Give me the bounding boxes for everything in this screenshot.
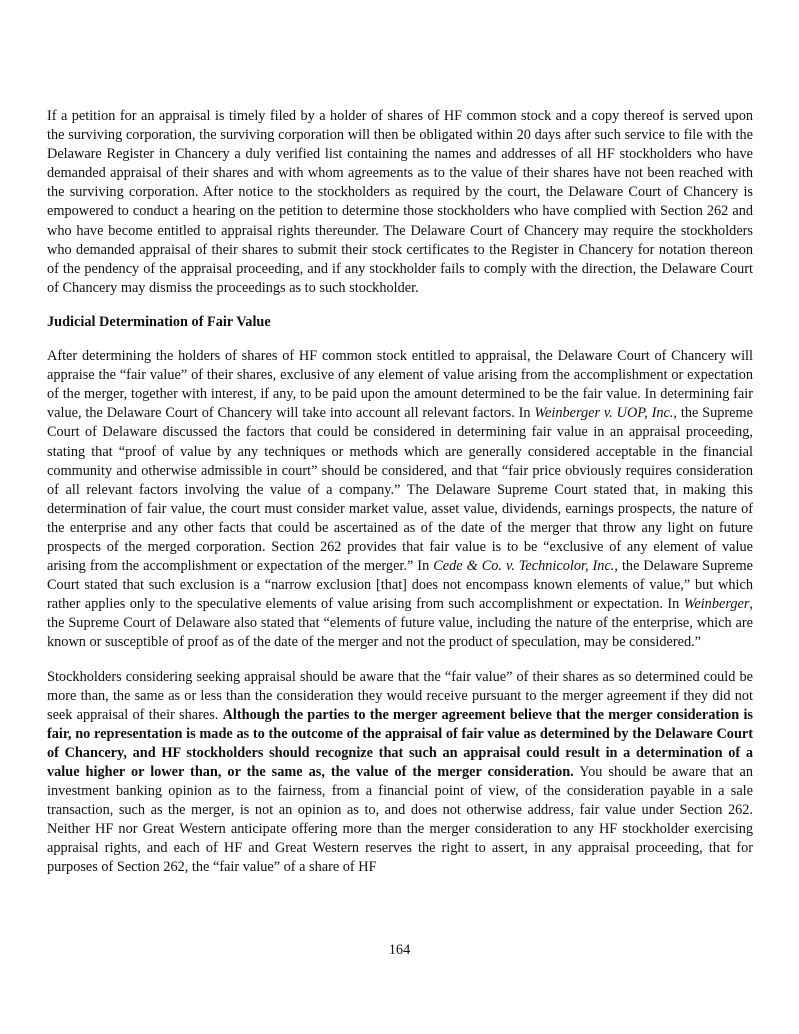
page-number: 164 [388, 942, 411, 958]
text-run: Stockholders considering seeking appraisal should be aware that the “fair value” of their shares as so determined could be more than, the same as or less than the consideration they would receive pursuant to the merger agreement if they did not seek appraisal of their shares. [47, 668, 753, 723]
document-body [47, 107, 753, 878]
paragraph-appraisal-risk [47, 668, 753, 878]
case-citation: Cede & Co. v. Technicolor, Inc. [433, 558, 615, 575]
paragraph-gap [47, 332, 753, 347]
text-run: , the Delaware Supreme Court stated that such exclusion is a “narrow exclusion [that] does not encompass known elements of value,” but which rather applies only to the speculative elements of value arising from such accomplishment or expectation. In [47, 558, 753, 613]
paragraph-gap [47, 653, 753, 668]
case-citation: Weinberger [683, 596, 750, 613]
paragraph-gap [47, 298, 753, 313]
section-heading: Judicial Determination of Fair Value [47, 313, 271, 330]
paragraph-petition-appraisal: If a petition for an appraisal is timely filed by a holder of shares of HF common stock and a copy thereof is served upon the surviving corporation, the surviving corporation will then be obligated within 20 days after such service to file with the Delaware Register in Chancery a duly verified list containing the names and addresses of all HF stockholders who have demanded appraisal of their shares and with whom agreements as to the value of their shares have not been reached with the surviving corporation. After notice to the stockholders as required by the court, the Delaware Court of Chancery is empowered to conduct a hearing on the petition to determine those stockholders who have complied with Section 262 and who have become entitled to appraisal rights thereunder. The Delaware Court of Chancery may require the stockholders who demanded appraisal of their shares to submit their stock certificates to the Register in Chancery for notation thereon of the pendency of the appraisal proceeding, and if any stockholder fails to comply with the direction, the Delaware Court of Chancery may dismiss the proceedings as to such stockholder. [47, 108, 753, 296]
text-run: After determining the holders of shares of HF common stock entitled to appraisal, the Delaware Court of Chancery will appraise the “fair value” of their shares, exclusive of any element of value arising from the accomplishment or expectation of the merger, together with interest, if any, to be paid upon the amount determined to be the fair value. In determining fair value, the Delaware Court of Chancery will take into account all relevant factors. In [47, 348, 753, 422]
text-run: , the Supreme Court of Delaware also stated that “elements of future value, including the nature of the enterprise, which are known or susceptible of proof as of the date of the merger and not the product of speculation, may be considered.” [47, 596, 753, 651]
bold-warning: Although the parties to the merger agreement believe that the merger consideration is fair, no representation is made as to the outcome of the appraisal of fair value as determined by the Delaware Court of Chancery, and HF stockholders should recognize that such an appraisal could result in a determination of a value higher or lower than, or the same as, the value of the merger consideration. [47, 706, 753, 780]
text-run: You should be aware that an investment banking opinion as to the fairness, from a financial point of view, of the consideration payable in a sale transaction, such as the merger, is not an opinion as to, and does not otherwise address, fair value under Section 262. Neither HF nor Great Western anticipate offering more than the merger consideration to any HF stockholder exercising appraisal rights, and each of HF and Great Western reserves the right to assert, in any appraisal proceeding, that for purposes of Section 262, the “fair value” of a share of HF [47, 764, 753, 876]
text-run: , the Supreme Court of Delaware discussed the factors that could be considered in determining fair value in an appraisal proceeding, stating that “proof of value by any techniques or methods which are generally considered acceptable in the financial community and otherwise admissible in court” should be considered, and that “fair price obviously requires consideration of all relevant factors involving the value of a company.” The Delaware Supreme Court stated that, in making this determination of fair value, the court must consider market value, asset value, dividends, earnings prospects, the nature of the enterprise and any other facts that could be ascertained as of the date of the merger that throw any light on future prospects of the merged corporation. Section 262 provides that fair value is to be “exclusive of any element of value arising from the accomplishment or expectation of the merger.” In [47, 405, 753, 575]
case-citation: Weinberger v. UOP, Inc. [534, 405, 674, 422]
paragraph-fair-value-determination [47, 347, 753, 653]
